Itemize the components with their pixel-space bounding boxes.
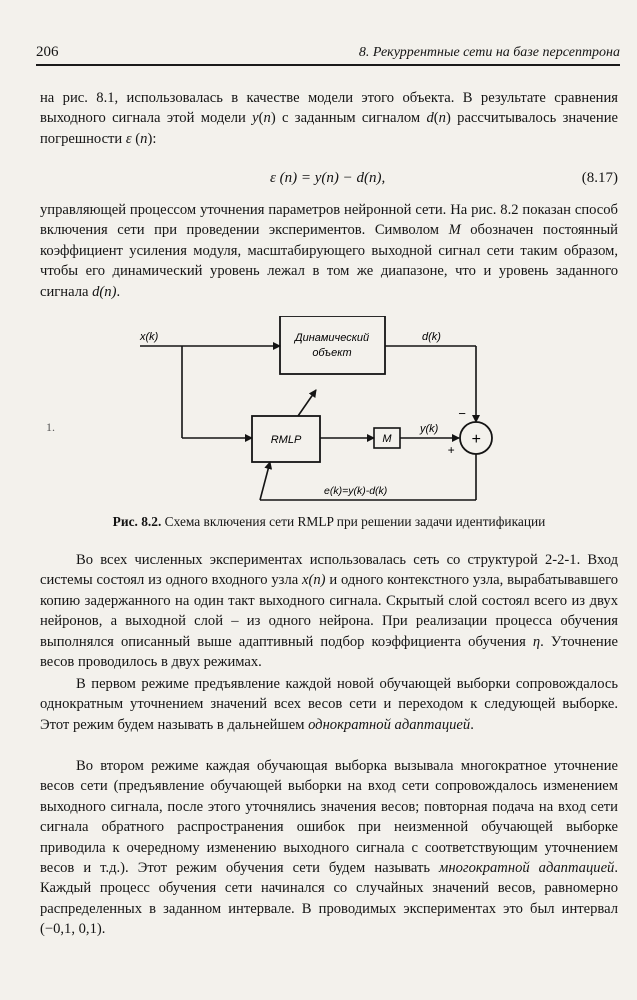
plant-label-line2: объект [312,347,352,359]
adaptation-arrow [298,390,316,416]
equation-number: (8.17) [581,170,618,186]
plus-sign: + [447,443,455,457]
paragraph-4: В первом режиме предъявление каждой новой обучающей выборки сопровождалось однократным уточнением значений всех весов сети и переходом к следующей выборке. Этот режим будем называть в дальнейшем однократной адаптацией. [40,676,618,733]
rmlp-label: RMLP [270,434,302,446]
summer-symbol: + [471,431,481,448]
figure-8-2 [110,316,520,506]
equation-body: ε (n) = y(n) − d(n), [270,170,386,186]
error-label: e(k)=y(k)-d(k) [324,485,388,497]
header-rule [36,64,620,66]
minus-sign: − [458,406,466,421]
figure-caption: Рис. 8.2. Схема включения сети RMLP при решении задачи идентификации [112,514,546,529]
error-to-rmlp-arrow [260,462,270,500]
paragraph-3: Во всех численных экспериментах использовалась сеть со структурой 2-2-1. Вход системы состоял из одного входного узла x(n) и одного контекстного узла, вырабатывавшего копию задержанного на один такт выходного сигнала. Скрытый слой состоял всего из двух нейронов, а выходной слой – из одного нейрона. При реализации процесса обучения выполнялся описанный выше адаптивный подбор коэффициента обучения η. Уточнение весов проводилось в двух режимах. [40,552,618,671]
gain-label: M [382,433,392,445]
plant-label-line1: Динамический [294,332,370,344]
plant-output-label: d(k) [422,331,441,343]
plant-box [280,316,385,374]
paragraph-5: Во втором режиме каждая обучающая выборка вызывала многократное уточнение весов сети (предъявление обучающей выборки на вход сети сопровождалось изменением выходного сигнала, после этого уточнялись значения весов; повторная подача на вход сети сигнала обратного распространения ошибок при неизменной обучающей выборке приводила к очередному изменению выходного сигнала с соответствующим уточнением весов и т.д.). Этот режим обучения сети будем называть многократной адаптацией. Каждый процесс обучения сети начинался со случайных значений весов, равномерно распределенных в заданном интервале. В проводимых экспериментах это был интервал (−0,1, 0,1). [40,758,618,938]
margin-mark: 1. [46,420,55,434]
equation-8-17 [40,170,618,192]
paragraph-1: на рис. 8.1, использовалась в качестве модели этого объекта. В результате сравнения выходного сигнала этой модели y(n) с заданным сигналом d(n) рассчитывалось значение погрешности ε (n): [40,90,618,147]
paragraph-2: управляющей процессом уточнения параметров нейронной сети. На рис. 8.2 показан способ включения сети при проведении экспериментов. Символом M обозначен постоянный коэффициент усиления модуля, масштабирующего выходной сигнал сети таким образом, чтобы его динамический уровень лежал в том же диапазоне, что и уровень заданного сигнала d(n). [40,202,618,300]
running-title: 8. Рекуррентные сети на базе персептрона [358,45,620,60]
page-header [36,44,620,66]
page-number: 206 [36,44,59,60]
input-label: x(k) [140,331,159,343]
identification-diagram [110,316,520,506]
network-output-label: y(k) [420,423,439,435]
